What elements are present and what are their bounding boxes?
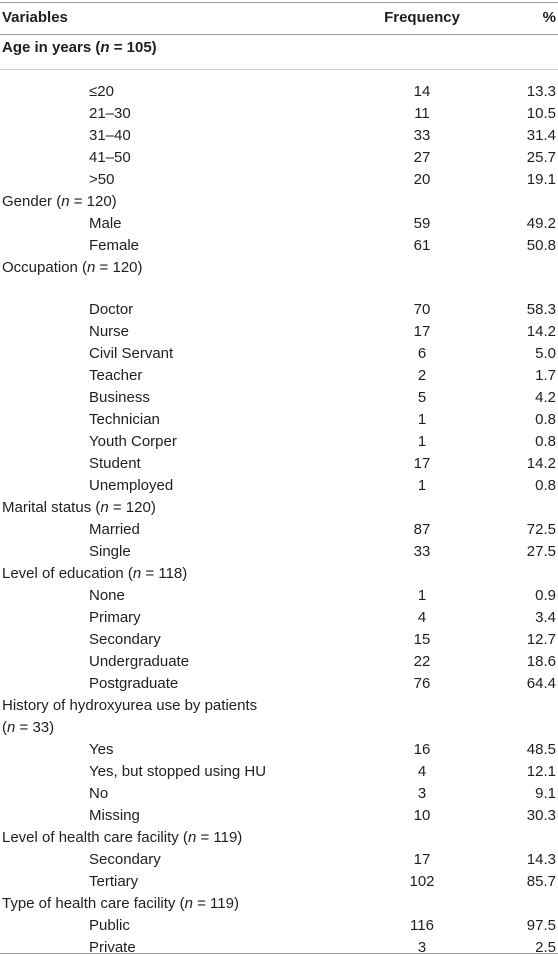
table-row: [0, 81, 558, 102]
table-row: [0, 409, 558, 430]
group-label-n: n: [187, 829, 197, 846]
row-label: No: [89, 785, 109, 802]
row-percent: 58.3: [526, 301, 556, 318]
row-percent: 30.3: [526, 807, 556, 824]
table-row: [0, 761, 558, 782]
row-frequency: 102: [409, 873, 435, 890]
row-percent: 72.5: [526, 521, 556, 538]
row-percent: 9.1: [535, 785, 556, 802]
row-frequency: 14: [413, 83, 431, 100]
table-row: [0, 849, 558, 870]
group-label-count: = 119): [196, 829, 243, 846]
row-label: Tertiary: [89, 873, 139, 890]
group-label: [2, 257, 143, 278]
header-frequency: Frequency: [384, 9, 460, 26]
top-rule: [0, 2, 558, 3]
row-frequency: 22: [413, 653, 431, 670]
row-label: Missing: [89, 807, 140, 824]
table-row: [0, 585, 558, 606]
table-row: [0, 651, 558, 672]
row-percent: 64.4: [526, 675, 556, 692]
row-percent: 14.2: [526, 455, 556, 472]
row-percent: 4.2: [535, 389, 556, 406]
row-label: Teacher: [89, 367, 143, 384]
row-label: 21–30: [89, 105, 131, 122]
row-frequency: 70: [413, 301, 431, 318]
group-label: [2, 497, 156, 518]
row-label: Public: [89, 917, 130, 934]
group-label-text: Type of health care facility (: [2, 895, 185, 912]
table-row: [0, 805, 558, 826]
row-label: Technician: [89, 411, 160, 428]
row-percent: 5.0: [535, 345, 556, 362]
row-frequency: 33: [413, 543, 431, 560]
group-row-occupation: [0, 257, 558, 278]
row-label: Female: [89, 237, 140, 254]
table-row: [0, 365, 558, 386]
group-label-count: = 33): [15, 719, 55, 736]
table-row: [0, 147, 558, 168]
row-percent: 18.6: [526, 653, 556, 670]
row-label: None: [89, 587, 125, 604]
table-row: [0, 871, 558, 892]
group-label-text: Level of health care facility (: [2, 829, 188, 846]
header-variables: Variables: [2, 9, 68, 26]
group-row-facility-type: [0, 893, 558, 914]
group-row-hydroxyurea-n: [0, 717, 558, 738]
row-percent: 0.8: [535, 433, 556, 450]
group-label-n: n: [61, 193, 70, 210]
row-label: Yes: [89, 741, 114, 758]
table-row: [0, 673, 558, 694]
row-percent: 27.5: [526, 543, 556, 560]
row-label: Unemployed: [89, 477, 174, 494]
group-label-n: n: [100, 499, 109, 516]
group-row-marital: [0, 497, 558, 518]
table-row: [0, 629, 558, 650]
table-row: [0, 475, 558, 496]
row-frequency: 3: [417, 785, 427, 802]
table-row: [0, 431, 558, 452]
group-label: [2, 717, 54, 738]
row-percent: 1.7: [535, 367, 556, 384]
group-label: [2, 827, 242, 848]
group-label: [2, 893, 239, 914]
group-label-count: = 118): [141, 565, 188, 582]
table-row: [0, 453, 558, 474]
row-frequency: 17: [413, 323, 431, 340]
header-rule: [0, 34, 558, 35]
row-frequency: 1: [417, 433, 427, 450]
row-label: 31–40: [89, 127, 131, 144]
group-label: [2, 695, 257, 716]
table-row: [0, 607, 558, 628]
row-frequency: 3: [417, 939, 427, 956]
group-row-education: [0, 563, 558, 584]
row-frequency: 1: [417, 477, 427, 494]
row-label: Single: [89, 543, 131, 560]
row-percent: 12.1: [526, 763, 556, 780]
group-row-gender: [0, 191, 558, 212]
row-frequency: 61: [413, 237, 431, 254]
group-label-text: History of hydroxyurea use by patients: [2, 697, 258, 714]
row-label: Business: [89, 389, 150, 406]
row-percent: 3.4: [535, 609, 556, 626]
group-label-n: n: [87, 259, 96, 276]
row-label: Secondary: [89, 631, 161, 648]
table-row: [0, 739, 558, 760]
row-frequency: 2: [417, 367, 427, 384]
row-percent: 2.5: [535, 939, 556, 956]
row-frequency: 1: [417, 587, 427, 604]
row-percent: 25.7: [526, 149, 556, 166]
row-frequency: 16: [413, 741, 431, 758]
row-label: Postgraduate: [89, 675, 179, 692]
header-row: [0, 7, 558, 28]
group-label-count: = 105): [109, 39, 157, 56]
table-row: [0, 541, 558, 562]
row-label: Private: [89, 939, 136, 956]
group-label-n: n: [7, 719, 16, 736]
row-label: Married: [89, 521, 140, 538]
group-label-count: = 120): [95, 259, 143, 276]
row-percent: 12.7: [526, 631, 556, 648]
row-frequency: 6: [417, 345, 427, 362]
row-frequency: 17: [413, 455, 431, 472]
row-frequency: 5: [417, 389, 427, 406]
row-label: Primary: [89, 609, 141, 626]
row-percent: 50.8: [526, 237, 556, 254]
row-percent: 0.9: [535, 587, 556, 604]
row-label: 41–50: [89, 149, 131, 166]
row-percent: 13.3: [526, 83, 556, 100]
row-frequency: 87: [413, 521, 431, 538]
group-label-text: Gender (: [2, 193, 62, 210]
row-percent: 31.4: [526, 127, 556, 144]
row-frequency: 76: [413, 675, 431, 692]
group-label-n: n: [132, 565, 142, 582]
group-label-text: Marital status (: [2, 499, 101, 516]
group-row-age: [0, 37, 558, 58]
group-row-hydroxyurea: [0, 695, 558, 716]
row-label: >50: [89, 171, 115, 188]
group-label-count: = 119): [192, 895, 239, 912]
row-percent: 0.8: [535, 477, 556, 494]
row-label: Student: [89, 455, 141, 472]
row-frequency: 4: [417, 609, 427, 626]
row-label: Youth Corper: [89, 433, 177, 450]
group-label-n: n: [100, 39, 110, 56]
row-frequency: 20: [413, 171, 431, 188]
row-percent: 85.7: [526, 873, 556, 890]
table-row: [0, 125, 558, 146]
row-frequency: 17: [413, 851, 431, 868]
table-row: [0, 343, 558, 364]
table-row: [0, 783, 558, 804]
row-percent: 0.8: [535, 411, 556, 428]
table-row: [0, 169, 558, 190]
row-percent: 48.5: [526, 741, 556, 758]
group-label: [2, 37, 157, 58]
group-label-text: Age in years (: [2, 39, 101, 56]
section-rule: [0, 69, 558, 70]
table-row: [0, 915, 558, 936]
row-percent: 10.5: [526, 105, 556, 122]
row-percent: 49.2: [526, 215, 556, 232]
row-label: Nurse: [89, 323, 130, 340]
row-percent: 14.2: [526, 323, 556, 340]
group-label: [2, 191, 117, 212]
group-row-facility-level: [0, 827, 558, 848]
row-percent: 19.1: [526, 171, 556, 188]
table-row: [0, 387, 558, 408]
row-percent: 97.5: [526, 917, 556, 934]
row-label: Doctor: [89, 301, 134, 318]
group-label-text: (: [2, 719, 7, 736]
row-label: Male: [89, 215, 122, 232]
table-row: [0, 103, 558, 124]
group-label-n: n: [184, 895, 193, 912]
group-label-count: = 120): [69, 193, 117, 210]
table-row: [0, 321, 558, 342]
row-label: Civil Servant: [89, 345, 174, 362]
row-frequency: 1: [417, 411, 427, 428]
row-frequency: 10: [413, 807, 431, 824]
row-frequency: 15: [413, 631, 431, 648]
row-frequency: 4: [417, 763, 427, 780]
row-label: ≤20: [89, 83, 114, 100]
row-label: Secondary: [89, 851, 161, 868]
row-frequency: 116: [410, 917, 434, 934]
table-row: [0, 235, 558, 256]
row-percent: 14.3: [526, 851, 556, 868]
row-label: Undergraduate: [89, 653, 190, 670]
row-frequency: 27: [413, 149, 431, 166]
group-label: [2, 563, 187, 584]
group-label-text: Level of education (: [2, 565, 133, 582]
row-frequency: 11: [414, 105, 430, 122]
row-label: Yes, but stopped using HU: [89, 763, 267, 780]
table-row: [0, 213, 558, 234]
group-label-text: Occupation (: [2, 259, 88, 276]
group-label-count: = 120): [108, 499, 156, 516]
table-row: [0, 519, 558, 540]
row-frequency: 59: [413, 215, 431, 232]
header-percent: %: [542, 9, 556, 26]
row-frequency: 33: [413, 127, 431, 144]
table-row: [0, 299, 558, 320]
